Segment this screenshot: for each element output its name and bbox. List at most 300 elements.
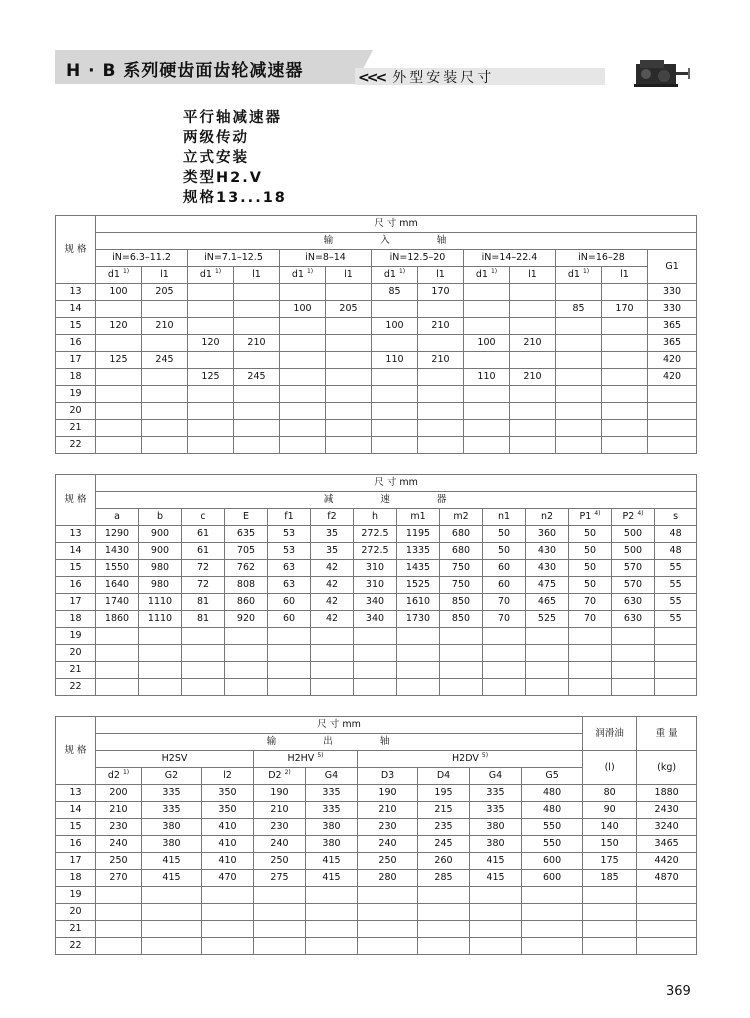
table-cell bbox=[202, 938, 254, 955]
table-cell bbox=[522, 921, 583, 938]
table-cell: 1640 bbox=[96, 577, 139, 594]
table-cell: 230 bbox=[358, 819, 418, 836]
table-cell: 335 bbox=[306, 785, 358, 802]
table-cell: 365 bbox=[648, 318, 697, 335]
table-cell bbox=[96, 645, 139, 662]
table-cell: 245 bbox=[142, 352, 188, 369]
table-cell: 230 bbox=[254, 819, 306, 836]
table-cell: 100 bbox=[372, 318, 418, 335]
table-cell: 900 bbox=[139, 543, 182, 560]
table-cell bbox=[326, 284, 372, 301]
table-cell: 235 bbox=[418, 819, 470, 836]
table-cell bbox=[637, 921, 697, 938]
table-row bbox=[56, 420, 697, 437]
table-row bbox=[56, 870, 697, 887]
table-cell bbox=[142, 938, 202, 955]
table-cell: 55 bbox=[655, 577, 697, 594]
ratio-header: iN=7.1–12.5 bbox=[188, 250, 280, 267]
table-cell bbox=[556, 352, 602, 369]
table-cell: 1740 bbox=[96, 594, 139, 611]
table-cell: 1110 bbox=[139, 611, 182, 628]
table-row bbox=[56, 301, 697, 318]
table-cell bbox=[470, 887, 522, 904]
table-cell bbox=[556, 420, 602, 437]
dimension-header: 尺 寸 mm bbox=[96, 216, 697, 233]
table-row bbox=[56, 543, 697, 560]
d1-header bbox=[280, 267, 326, 284]
table-cell: 420 bbox=[648, 369, 697, 386]
table-cell bbox=[96, 369, 142, 386]
table-cell bbox=[96, 301, 142, 318]
table-cell bbox=[142, 420, 188, 437]
table-cell: 170 bbox=[602, 301, 648, 318]
table-cell: 860 bbox=[225, 594, 268, 611]
table-cell: 85 bbox=[372, 284, 418, 301]
size-cell: 16 bbox=[56, 335, 96, 352]
dimension-header: 尺 寸 mm bbox=[96, 717, 583, 734]
table-cell bbox=[440, 645, 483, 662]
table-cell: 1435 bbox=[397, 560, 440, 577]
table-cell: 680 bbox=[440, 526, 483, 543]
d1-label: d1 bbox=[107, 269, 120, 280]
table-cell: 100 bbox=[464, 335, 510, 352]
table-cell bbox=[612, 679, 655, 696]
d1-label: d1 bbox=[199, 269, 212, 280]
table-cell bbox=[326, 318, 372, 335]
table-cell bbox=[418, 335, 464, 352]
table-cell: 335 bbox=[142, 802, 202, 819]
table-cell bbox=[612, 645, 655, 662]
table-cell bbox=[254, 938, 306, 955]
table-cell bbox=[510, 284, 556, 301]
table-cell: 270 bbox=[96, 870, 142, 887]
table-cell bbox=[142, 921, 202, 938]
table-body bbox=[56, 526, 697, 696]
table-cell bbox=[280, 335, 326, 352]
table-cell: 250 bbox=[358, 853, 418, 870]
table-cell bbox=[602, 386, 648, 403]
col-header: f1 bbox=[268, 509, 311, 526]
table-cell: 50 bbox=[569, 577, 612, 594]
col-header: G4 bbox=[306, 768, 358, 785]
table-cell: 340 bbox=[354, 611, 397, 628]
table-cell: 410 bbox=[202, 836, 254, 853]
table-cell: 72 bbox=[182, 560, 225, 577]
table-cell: 330 bbox=[648, 284, 697, 301]
col-header: s bbox=[655, 509, 697, 526]
page-title: H · B 系列硬齿面齿轮减速器 bbox=[66, 61, 304, 81]
g1-header: G1 bbox=[648, 250, 697, 284]
table-cell: 210 bbox=[510, 369, 556, 386]
page-number: 369 bbox=[666, 984, 691, 999]
table-cell: 35 bbox=[311, 526, 354, 543]
table-cell bbox=[526, 679, 569, 696]
table-cell bbox=[602, 352, 648, 369]
footnote-mark: 2) bbox=[284, 768, 291, 776]
table-cell bbox=[202, 904, 254, 921]
d1-label: d1 bbox=[567, 269, 580, 280]
table-cell: 100 bbox=[280, 301, 326, 318]
table-cell: 2430 bbox=[637, 802, 697, 819]
table-cell: 680 bbox=[440, 543, 483, 560]
table-cell: 245 bbox=[234, 369, 280, 386]
table-cell bbox=[358, 887, 418, 904]
table-cell bbox=[464, 386, 510, 403]
table-row bbox=[56, 662, 697, 679]
size-header: 规 格 bbox=[56, 717, 96, 785]
table-cell: 81 bbox=[182, 611, 225, 628]
chevron-icon: <<< bbox=[358, 70, 385, 86]
table-cell bbox=[510, 386, 556, 403]
table-row bbox=[56, 921, 697, 938]
table-cell: 470 bbox=[202, 870, 254, 887]
table-cell: 240 bbox=[96, 836, 142, 853]
d2-label: d2 bbox=[107, 770, 120, 781]
table-cell bbox=[483, 645, 526, 662]
table-cell: 210 bbox=[142, 318, 188, 335]
table-cell: 70 bbox=[483, 611, 526, 628]
table-cell: 310 bbox=[354, 577, 397, 594]
table-cell bbox=[655, 645, 697, 662]
table-cell: 53 bbox=[268, 526, 311, 543]
table-cell: 570 bbox=[612, 560, 655, 577]
table-cell: 1195 bbox=[397, 526, 440, 543]
d1-header bbox=[188, 267, 234, 284]
table-cell: 850 bbox=[440, 594, 483, 611]
table-cell: 415 bbox=[142, 853, 202, 870]
table-cell: 415 bbox=[470, 853, 522, 870]
table-cell: 415 bbox=[470, 870, 522, 887]
table-cell bbox=[612, 628, 655, 645]
table-cell bbox=[188, 420, 234, 437]
spec-mount: 立式安装 bbox=[183, 150, 249, 166]
table-cell: 335 bbox=[470, 802, 522, 819]
table-cell: 920 bbox=[225, 611, 268, 628]
table-cell bbox=[268, 645, 311, 662]
table-cell: 4870 bbox=[637, 870, 697, 887]
table-cell bbox=[234, 284, 280, 301]
table-cell bbox=[354, 662, 397, 679]
table-cell: 110 bbox=[372, 352, 418, 369]
size-cell: 19 bbox=[56, 386, 96, 403]
table-cell bbox=[602, 335, 648, 352]
table-cell: 61 bbox=[182, 543, 225, 560]
table-cell bbox=[655, 679, 697, 696]
table-cell: 260 bbox=[418, 853, 470, 870]
table-cell bbox=[358, 921, 418, 938]
table-cell bbox=[637, 938, 697, 955]
table-cell: 210 bbox=[358, 802, 418, 819]
table-cell bbox=[96, 403, 142, 420]
table-cell bbox=[234, 420, 280, 437]
footnote-mark: 1) bbox=[122, 768, 130, 776]
subtitle bbox=[358, 67, 494, 87]
table-cell: 250 bbox=[254, 853, 306, 870]
size-cell: 21 bbox=[56, 921, 96, 938]
table-cell bbox=[182, 662, 225, 679]
table-cell bbox=[234, 403, 280, 420]
table-cell: 125 bbox=[96, 352, 142, 369]
table-cell: 350 bbox=[202, 802, 254, 819]
table-cell: 50 bbox=[569, 560, 612, 577]
table-row bbox=[56, 628, 697, 645]
table-cell bbox=[372, 335, 418, 352]
d1-header bbox=[96, 267, 142, 284]
table-body bbox=[56, 284, 697, 454]
table-cell: 125 bbox=[188, 369, 234, 386]
table-cell bbox=[372, 437, 418, 454]
table-cell: 63 bbox=[268, 560, 311, 577]
table-cell bbox=[522, 904, 583, 921]
table-cell bbox=[602, 284, 648, 301]
table-cell: 1430 bbox=[96, 543, 139, 560]
table-cell: 120 bbox=[188, 335, 234, 352]
table-cell: 42 bbox=[311, 611, 354, 628]
table-cell: 762 bbox=[225, 560, 268, 577]
table-cell bbox=[637, 904, 697, 921]
table-cell: 60 bbox=[268, 611, 311, 628]
col-header bbox=[96, 768, 142, 785]
table-cell: 60 bbox=[268, 594, 311, 611]
table-cell bbox=[326, 437, 372, 454]
table-cell: 100 bbox=[96, 284, 142, 301]
table-cell bbox=[96, 679, 139, 696]
table-row bbox=[56, 938, 697, 955]
size-header: 规 格 bbox=[56, 216, 96, 284]
table-cell bbox=[202, 887, 254, 904]
p2-label: P2 bbox=[622, 511, 635, 522]
table-cell bbox=[418, 921, 470, 938]
table-cell: 480 bbox=[522, 802, 583, 819]
table-cell: 60 bbox=[483, 577, 526, 594]
table-cell: 415 bbox=[306, 870, 358, 887]
size-cell: 14 bbox=[56, 802, 96, 819]
table-cell bbox=[483, 628, 526, 645]
table-cell: 410 bbox=[202, 819, 254, 836]
table-cell bbox=[306, 921, 358, 938]
table-cell bbox=[470, 921, 522, 938]
table-cell bbox=[483, 679, 526, 696]
table-cell: 1110 bbox=[139, 594, 182, 611]
table-cell bbox=[358, 938, 418, 955]
weight-unit: (kg) bbox=[637, 751, 697, 785]
table-cell: 70 bbox=[483, 594, 526, 611]
l1-header: l1 bbox=[326, 267, 372, 284]
dimension-header: 尺 寸 mm bbox=[96, 475, 697, 492]
table-cell: 900 bbox=[139, 526, 182, 543]
table-cell bbox=[556, 369, 602, 386]
weight-header: 重 量 bbox=[637, 717, 697, 751]
table-cell bbox=[372, 301, 418, 318]
table-row bbox=[56, 819, 697, 836]
table-body bbox=[56, 785, 697, 955]
output-shaft-table bbox=[55, 716, 697, 955]
table-cell: 465 bbox=[526, 594, 569, 611]
table-cell bbox=[234, 301, 280, 318]
table-cell: 500 bbox=[612, 526, 655, 543]
table-cell bbox=[372, 403, 418, 420]
size-cell: 15 bbox=[56, 560, 96, 577]
table-cell bbox=[648, 420, 697, 437]
spec-size: 规格13...18 bbox=[183, 190, 287, 206]
table-cell: 81 bbox=[182, 594, 225, 611]
table-cell bbox=[96, 921, 142, 938]
table-cell bbox=[182, 628, 225, 645]
table-cell: 72 bbox=[182, 577, 225, 594]
table-cell: 55 bbox=[655, 560, 697, 577]
d1-label: d1 bbox=[291, 269, 304, 280]
table-cell: 150 bbox=[583, 836, 637, 853]
size-cell: 14 bbox=[56, 543, 96, 560]
table-cell: 210 bbox=[510, 335, 556, 352]
table-row bbox=[56, 386, 697, 403]
table-cell: 272.5 bbox=[354, 526, 397, 543]
table-cell: 635 bbox=[225, 526, 268, 543]
table-cell: 35 bbox=[311, 543, 354, 560]
table-cell bbox=[397, 645, 440, 662]
table-cell: 215 bbox=[418, 802, 470, 819]
table-cell bbox=[96, 386, 142, 403]
table-cell: 170 bbox=[418, 284, 464, 301]
table-cell bbox=[418, 938, 470, 955]
footnote-mark: 1) bbox=[490, 267, 498, 275]
table-cell: 85 bbox=[556, 301, 602, 318]
table-cell bbox=[225, 645, 268, 662]
table-row bbox=[56, 853, 697, 870]
table-cell: 55 bbox=[655, 594, 697, 611]
d1-header bbox=[556, 267, 602, 284]
table-row bbox=[56, 611, 697, 628]
table-cell bbox=[188, 284, 234, 301]
table-cell bbox=[440, 662, 483, 679]
table-cell: 335 bbox=[470, 785, 522, 802]
table-cell: 335 bbox=[142, 785, 202, 802]
table-cell: 475 bbox=[526, 577, 569, 594]
size-cell: 20 bbox=[56, 403, 96, 420]
subtitle-text: 外型安装尺寸 bbox=[392, 70, 495, 86]
ratio-header: iN=12.5–20 bbox=[372, 250, 464, 267]
table-cell: 250 bbox=[96, 853, 142, 870]
table-cell bbox=[139, 645, 182, 662]
col-header: m1 bbox=[397, 509, 440, 526]
table-cell: 90 bbox=[583, 802, 637, 819]
table-cell bbox=[306, 887, 358, 904]
table-cell: 60 bbox=[483, 560, 526, 577]
table-cell bbox=[188, 386, 234, 403]
table-cell: 360 bbox=[526, 526, 569, 543]
ratio-header: iN=6.3–11.2 bbox=[96, 250, 188, 267]
table-cell bbox=[354, 645, 397, 662]
table-cell bbox=[326, 386, 372, 403]
table-cell bbox=[602, 369, 648, 386]
table-cell bbox=[234, 386, 280, 403]
table-cell bbox=[139, 662, 182, 679]
table-row bbox=[56, 352, 697, 369]
size-cell: 21 bbox=[56, 662, 96, 679]
table-cell: 350 bbox=[202, 785, 254, 802]
table-cell: 330 bbox=[648, 301, 697, 318]
table-row bbox=[56, 318, 697, 335]
size-cell: 13 bbox=[56, 526, 96, 543]
table-cell: 240 bbox=[254, 836, 306, 853]
table-cell: 570 bbox=[612, 577, 655, 594]
table-cell bbox=[464, 352, 510, 369]
table-cell: 210 bbox=[234, 335, 280, 352]
spec-block bbox=[183, 108, 287, 208]
table-cell: 190 bbox=[254, 785, 306, 802]
col-header bbox=[569, 509, 612, 526]
table-cell bbox=[440, 679, 483, 696]
table-row bbox=[56, 560, 697, 577]
l1-header: l1 bbox=[602, 267, 648, 284]
table-cell: 245 bbox=[418, 836, 470, 853]
table-cell bbox=[96, 938, 142, 955]
table-cell: 380 bbox=[142, 836, 202, 853]
table-cell: 750 bbox=[440, 577, 483, 594]
size-cell: 22 bbox=[56, 679, 96, 696]
table-cell bbox=[268, 662, 311, 679]
table-cell bbox=[556, 335, 602, 352]
table-cell bbox=[510, 352, 556, 369]
table-cell: 195 bbox=[418, 785, 470, 802]
spec-model: 类型H2.V bbox=[183, 170, 263, 186]
table-row bbox=[56, 577, 697, 594]
table-cell: 3465 bbox=[637, 836, 697, 853]
table-cell bbox=[372, 420, 418, 437]
table-cell bbox=[280, 318, 326, 335]
table-cell: 205 bbox=[142, 284, 188, 301]
table-cell bbox=[648, 403, 697, 420]
table-row bbox=[56, 437, 697, 454]
table-row bbox=[56, 369, 697, 386]
table-cell bbox=[464, 420, 510, 437]
table-cell bbox=[188, 352, 234, 369]
group-header-h2dv bbox=[358, 751, 583, 768]
size-cell: 15 bbox=[56, 318, 96, 335]
table-cell: 42 bbox=[311, 560, 354, 577]
table-cell bbox=[268, 679, 311, 696]
table-cell: 850 bbox=[440, 611, 483, 628]
table-cell: 1730 bbox=[397, 611, 440, 628]
table-row bbox=[56, 526, 697, 543]
section-header: 输 入 轴 bbox=[96, 233, 697, 250]
table-cell bbox=[139, 628, 182, 645]
table-cell bbox=[418, 887, 470, 904]
table-cell bbox=[96, 335, 142, 352]
table-cell: 600 bbox=[522, 870, 583, 887]
table-cell: 550 bbox=[522, 819, 583, 836]
table-cell bbox=[418, 904, 470, 921]
table-cell bbox=[182, 679, 225, 696]
size-cell: 20 bbox=[56, 904, 96, 921]
p1-label: P1 bbox=[579, 511, 592, 522]
table-cell bbox=[142, 887, 202, 904]
table-cell: 200 bbox=[96, 785, 142, 802]
table-cell: 1290 bbox=[96, 526, 139, 543]
table-cell: 120 bbox=[96, 318, 142, 335]
table-cell: 415 bbox=[142, 870, 202, 887]
table-cell bbox=[510, 318, 556, 335]
table-cell bbox=[648, 437, 697, 454]
input-shaft-table bbox=[55, 215, 697, 454]
table-cell: 630 bbox=[612, 594, 655, 611]
table-cell: 70 bbox=[569, 594, 612, 611]
table-cell: 190 bbox=[358, 785, 418, 802]
table-cell bbox=[254, 904, 306, 921]
table-cell bbox=[510, 420, 556, 437]
oil-header: 润滑油 bbox=[583, 717, 637, 751]
table-cell: 310 bbox=[354, 560, 397, 577]
